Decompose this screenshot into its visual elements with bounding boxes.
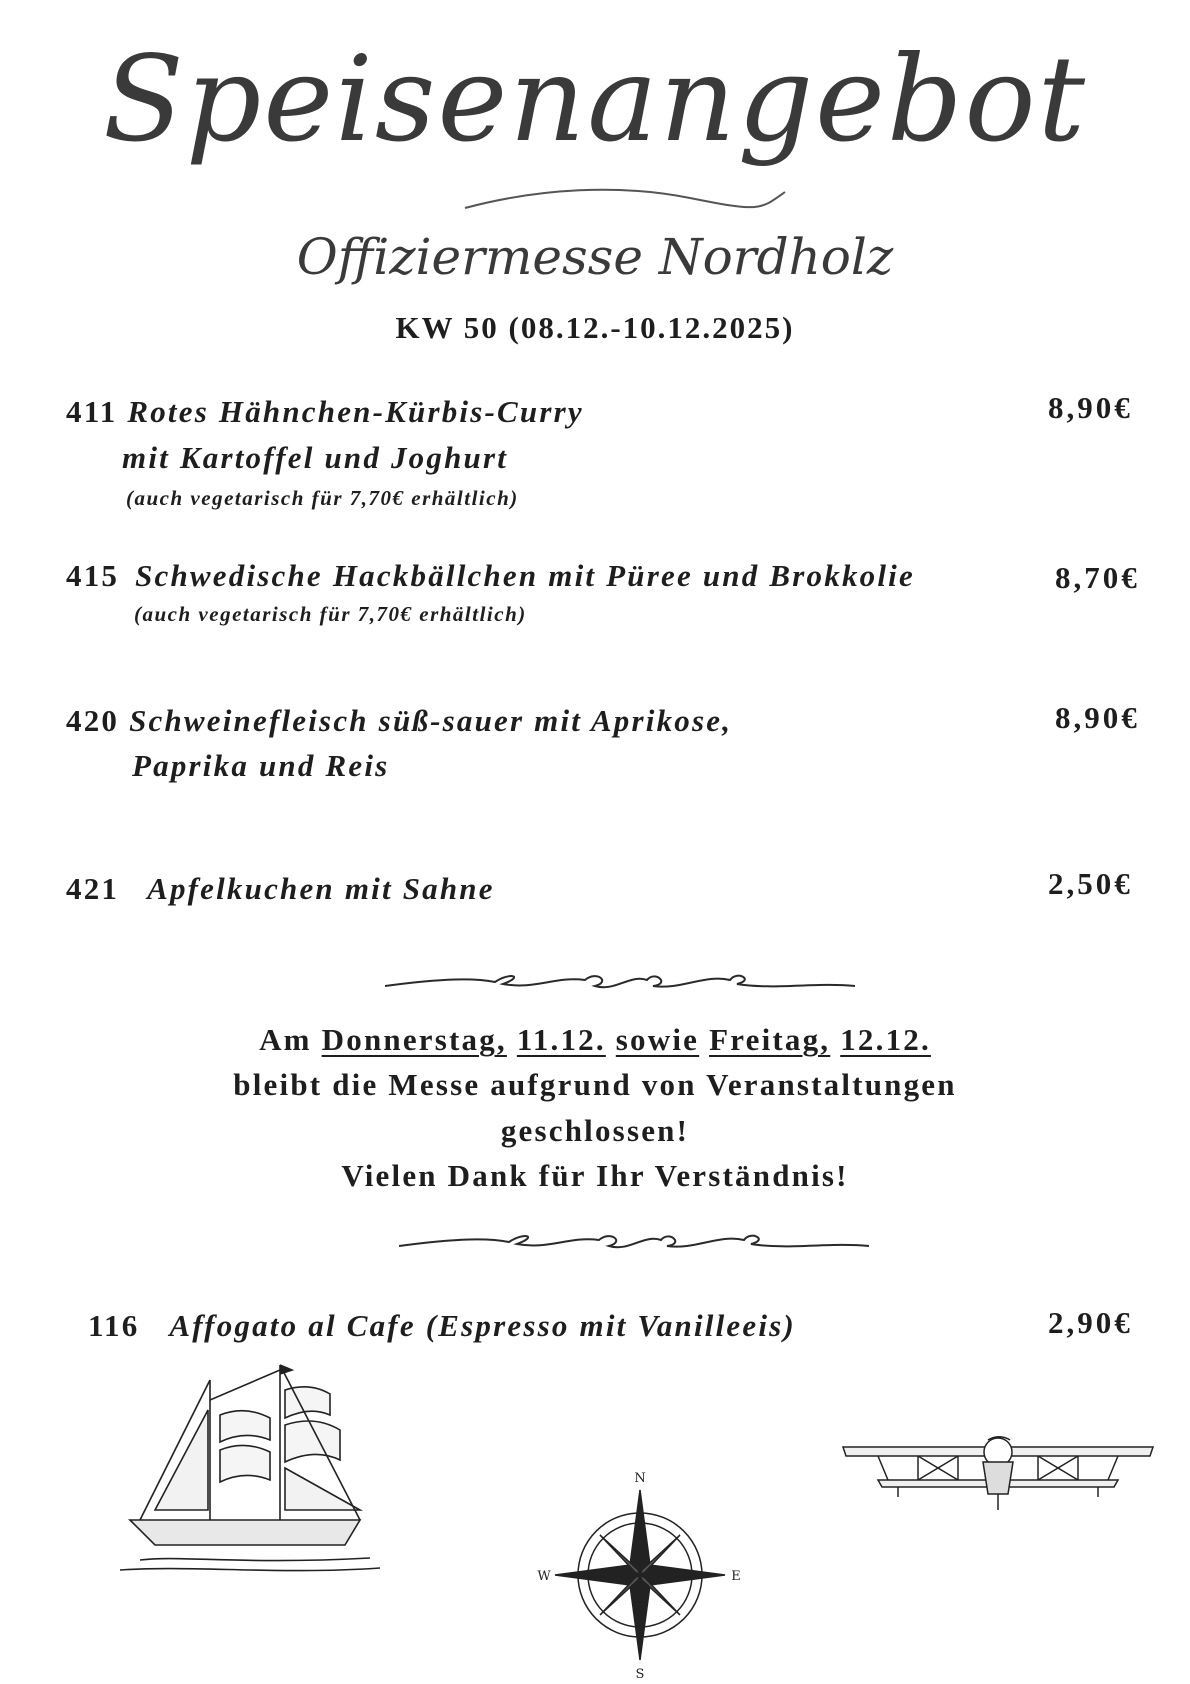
menu-item-number: 421: [66, 871, 120, 906]
menu-item-421-price: 2,50€: [1048, 866, 1133, 901]
menu-item-411-note: (auch vegetarisch für 7,70€ erhältlich): [126, 486, 519, 510]
calendar-week: KW 50 (08.12.-10.12.2025): [395, 310, 795, 345]
compass-e: E: [731, 1569, 741, 1584]
notice-day1: Donnerstag,: [321, 1022, 507, 1057]
notice-date2: 12.12.: [840, 1022, 931, 1057]
sailing-ship-icon: [120, 1360, 390, 1580]
menu-item-name: Schweinefleisch süß-sauer mit Aprikose,: [129, 703, 733, 738]
menu-item-116-title: [88, 1310, 796, 1341]
notice-day2: Freitag,: [709, 1022, 831, 1057]
menu-item-415-note: (auch vegetarisch für 7,70€ erhältlich): [134, 602, 527, 626]
menu-item-name: Rotes Hähnchen-Kürbis-Curry: [127, 394, 584, 429]
compass-s: S: [635, 1667, 645, 1682]
menu-item-415-price: 8,70€: [1055, 560, 1140, 595]
notice-line-1: [0, 1024, 1190, 1055]
compass-n: N: [634, 1471, 646, 1486]
menu-item-116-price: 2,90€: [1048, 1305, 1133, 1340]
menu-item-name: Apfelkuchen mit Sahne: [147, 871, 495, 906]
menu-item-number: 420: [66, 703, 120, 738]
page-subtitle: Offiziermesse Nordholz: [296, 228, 894, 286]
notice-line-4: Vielen Dank für Ihr Verständnis!: [341, 1158, 849, 1193]
notice-am: Am: [259, 1022, 312, 1057]
menu-item-411-line2: mit Kartoffel und Joghurt: [122, 440, 509, 475]
menu-item-number: 116: [88, 1308, 140, 1343]
menu-item-420-line2: Paprika und Reis: [132, 748, 390, 783]
menu-item-411-price: 8,90€: [1048, 390, 1133, 425]
divider-flourish-top: [385, 968, 855, 998]
title-flourish: [460, 180, 790, 220]
notice-line-3: geschlossen!: [500, 1113, 690, 1148]
menu-item-number: 415: [66, 558, 120, 593]
notice-line-2: bleibt die Messe aufgrund von Veranstaltungen: [233, 1067, 957, 1102]
notice-sowie: sowie: [615, 1022, 700, 1057]
notice-date1: 11.12.: [516, 1022, 606, 1057]
menu-item-421-title: [66, 873, 495, 904]
divider-flourish-bottom: [397, 1228, 871, 1258]
menu-item-415-title: [66, 560, 915, 591]
biplane-icon: [838, 1432, 1158, 1512]
menu-item-411-title: [66, 396, 584, 427]
menu-item-420-price: 8,90€: [1055, 700, 1140, 735]
compass-icon: [537, 1470, 741, 1682]
compass-w: W: [537, 1569, 551, 1584]
menu-item-name: Schwedische Hackbällchen mit Püree und Brokkolie: [135, 558, 915, 593]
page-title: Speisenangebot: [102, 30, 1088, 168]
menu-item-name: Affogato al Cafe (Espresso mit Vanilleeis): [169, 1308, 796, 1343]
menu-item-number: 411: [66, 394, 118, 429]
menu-item-420-title: [66, 705, 732, 736]
